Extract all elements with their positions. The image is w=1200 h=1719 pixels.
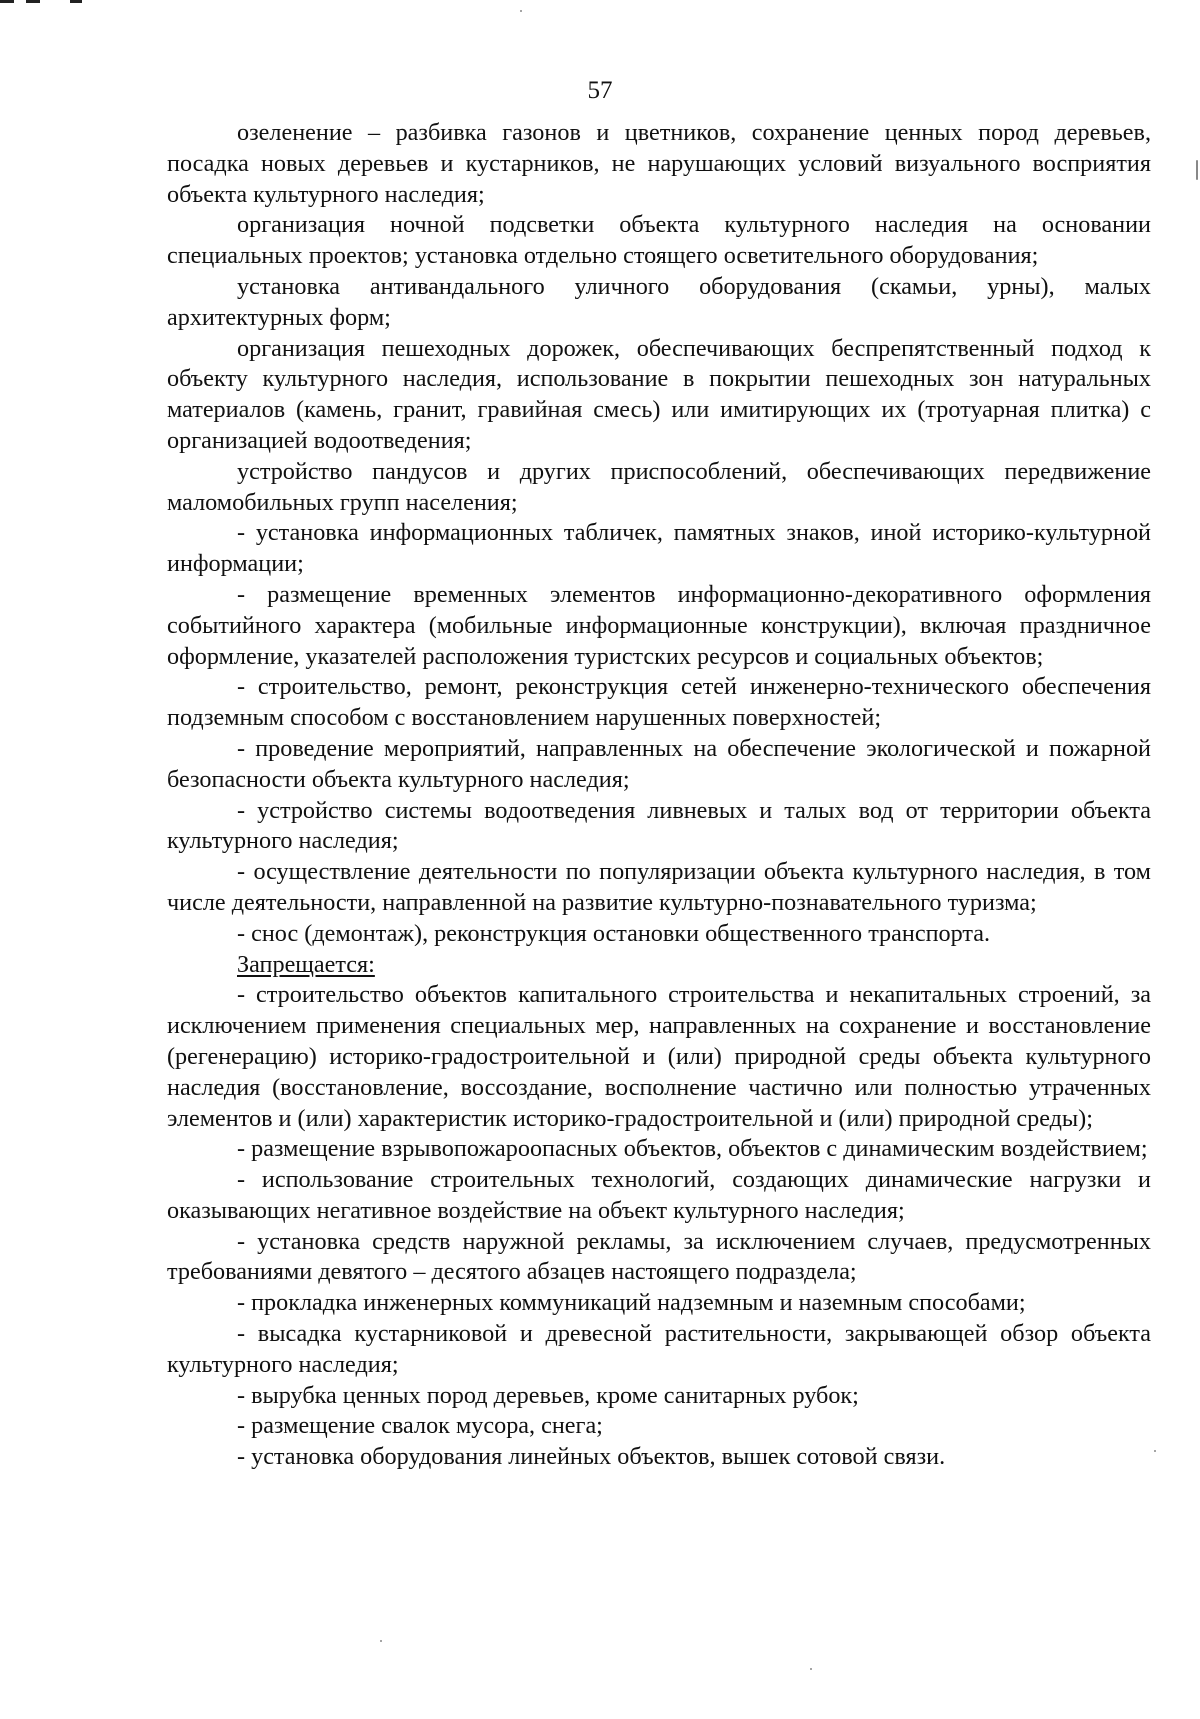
paragraph: установка антивандального уличного оборудования (скамьи, урны), малых архитектурных форм; bbox=[167, 272, 1151, 331]
prohibited-item: - прокладка инженерных коммуникаций надземным и наземным способами; bbox=[237, 1289, 1026, 1317]
scan-speck bbox=[1196, 160, 1198, 180]
prohibited-item: - использование строительных технологий, создающих динамические нагрузки и оказывающих негативное воздействие на объект культурного наследия; bbox=[167, 1166, 1151, 1224]
paragraph: - осуществление деятельности по популяризации объекта культурного наследия, в том числе деятельности, направленной на развитие культурно-познавательного туризма; bbox=[167, 858, 1151, 916]
paragraph: - проведение мероприятий, направленных на обеспечение экологической и пожарной безопасности объекта культурного наследия; bbox=[167, 734, 1151, 793]
scan-speck bbox=[520, 10, 522, 12]
scan-edge-mark bbox=[0, 0, 14, 3]
scan-speck bbox=[1154, 1450, 1156, 1452]
paragraph: - снос (демонтаж), реконструкция остановки общественного транспорта. bbox=[237, 919, 991, 947]
scan-speck bbox=[380, 1640, 382, 1642]
prohibited-item: - вырубка ценных пород деревьев, кроме санитарных рубок; bbox=[237, 1381, 859, 1409]
scan-edge-mark bbox=[26, 0, 40, 3]
prohibited-item: - строительство объектов капитального строительства и некапитальных строений, за исключением применения специальных мер, направленных на сохранение и восстановление (регенерацию) историко-градостроительной и (или) природной среды объекта культурного наследия (восстановление, воссоздание, восполнение частично или полностью утраченных элементов и (или) характеристик историко-градостроительной и (или) природной среды); bbox=[167, 981, 1151, 1132]
document-body bbox=[167, 118, 1151, 1473]
prohibited-item: - высадка кустарниковой и древесной растительности, закрывающей обзор объекта культурного наследия; bbox=[167, 1320, 1151, 1378]
paragraph: - устройство системы водоотведения ливневых и талых вод от территории объекта культурного наследия; bbox=[167, 796, 1151, 855]
paragraph: устройство пандусов и других приспособлений, обеспечивающих передвижение маломобильных групп населения; bbox=[167, 457, 1151, 516]
prohibited-item: - установка оборудования линейных объектов, вышек сотовой связи. bbox=[237, 1443, 946, 1471]
paragraph: озеленение – разбивка газонов и цветников, сохранение ценных пород деревьев, посадка новых деревьев и кустарников, не нарушающих условий визуального восприятия объекта культурного наследия; bbox=[167, 119, 1151, 208]
page-number: 57 bbox=[587, 77, 613, 104]
paragraph: - строительство, ремонт, реконструкция сетей инженерно-технического обеспечения подземным способом с восстановлением нарушенных поверхностей; bbox=[167, 673, 1151, 732]
prohibited-item: - размещение взрывопожароопасных объектов, объектов с динамическим воздействием; bbox=[237, 1135, 1148, 1163]
scan-speck bbox=[810, 1668, 812, 1670]
prohibited-heading bbox=[167, 950, 1151, 981]
paragraph: - установка информационных табличек, памятных знаков, иной историко-культурной информации; bbox=[167, 519, 1151, 578]
prohibited-item: - установка средств наружной рекламы, за исключением случаев, предусмотренных требованиями девятого – десятого абзацев настоящего подраздела; bbox=[167, 1227, 1151, 1286]
prohibited-heading-text: Запрещается: bbox=[237, 950, 375, 978]
paragraph: организация пешеходных дорожек, обеспечивающих беспрепятственный подход к объекту культурного наследия, использование в покрытии пешеходных зон натуральных материалов (камень, гранит, гравийная смесь) или имитирующих их (тротуарная плитка) с организацией водоотведения; bbox=[167, 334, 1151, 454]
scan-edge-mark bbox=[70, 0, 82, 3]
prohibited-item: - размещение свалок мусора, снега; bbox=[237, 1412, 603, 1440]
paragraph: - размещение временных элементов информационно-декоративного оформления событийного характера (мобильные информационные конструкции), включая праздничное оформление, указателей расположения туристских ресурсов и социальных объектов; bbox=[167, 580, 1151, 670]
paragraph: организация ночной подсветки объекта культурного наследия на основании специальных проектов; установка отдельно стоящего осветительного оборудования; bbox=[167, 211, 1151, 270]
